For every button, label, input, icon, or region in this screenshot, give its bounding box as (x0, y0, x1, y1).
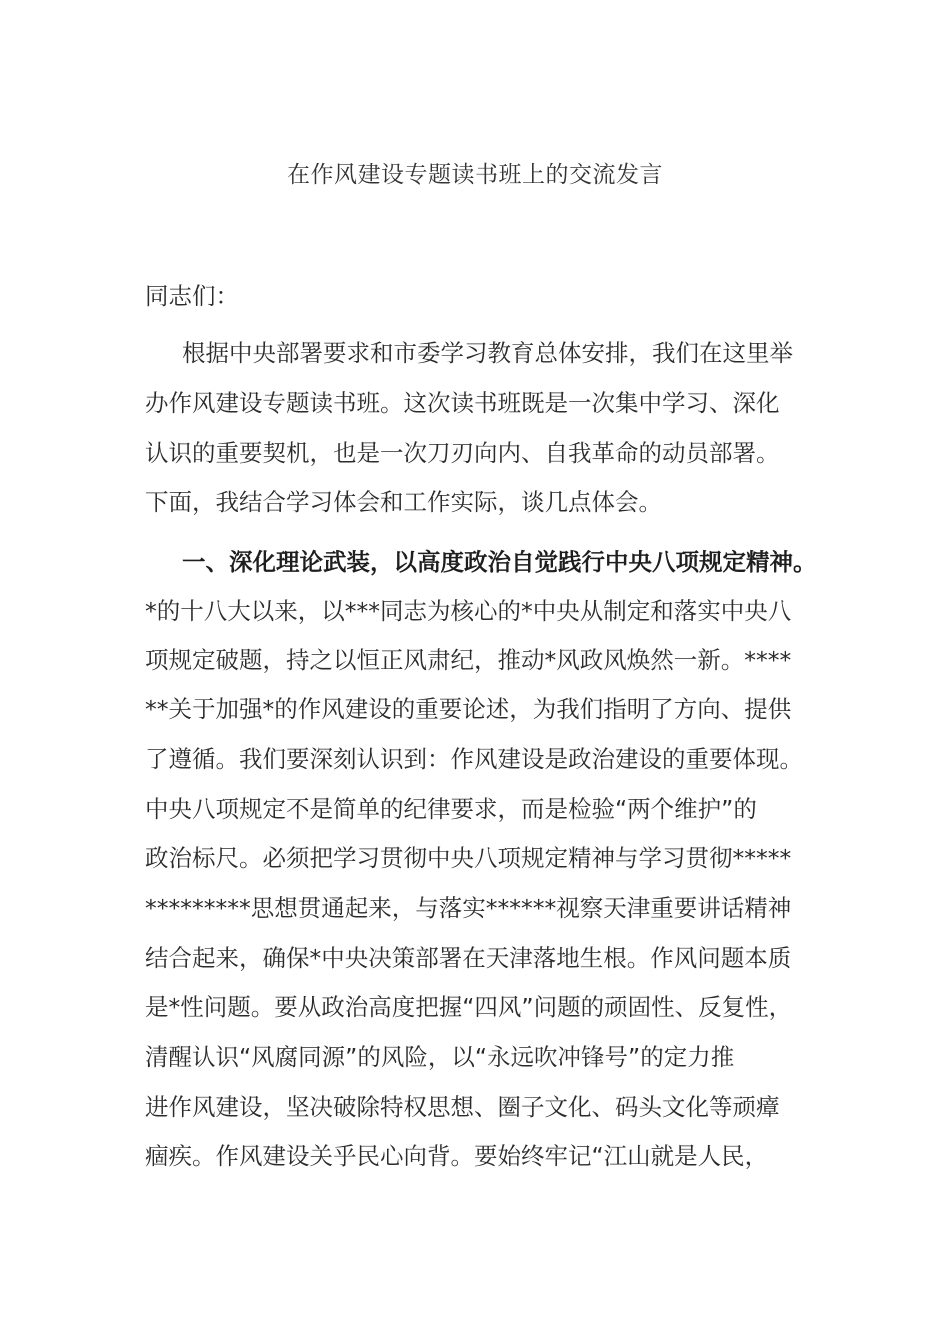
section-heading: 一、深化理论武装，以高度政治自觉践行中央八项规定精神。 (182, 548, 817, 576)
document-title: 在作风建设专题读书班上的交流发言 (287, 162, 663, 188)
paragraph-line: 下面，我结合学习体会和工作实际，谈几点体会。 (145, 488, 662, 516)
paragraph-line: 项规定破题，持之以恒正风肃纪，推动*风政风焕然一新。**** (145, 646, 792, 674)
paragraph-line: 办作风建设专题读书班。这次读书班既是一次集中学习、深化 (145, 389, 780, 417)
paragraph-line: 痼疾。作风建设关乎民心向背。要始终牢记“江山就是人民， (145, 1142, 769, 1170)
paragraph-line: **关于加强*的作风建设的重要论述，为我们指明了方向、提供 (145, 695, 792, 723)
paragraph-line: *********思想贯通起来，与落实******视察天津重要讲话精神 (145, 894, 792, 922)
paragraph-line: 进作风建设，坚决破除特权思想、圈子文化、码头文化等顽瘴 (145, 1093, 780, 1121)
paragraph-line: 是*性问题。要从政治高度把握“四风”问题的顽固性、反复性， (145, 993, 793, 1021)
paragraph-line: 政治标尺。必须把学习贯彻中央八项规定精神与学习贯彻***** (145, 844, 792, 872)
paragraph-line: *的十八大以来，以***同志为核心的*中央从制定和落实中央八 (145, 597, 792, 625)
paragraph-line: 了遵循。我们要深刻认识到：作风建设是政治建设的重要体现。 (145, 745, 803, 773)
paragraph-line: 结合起来，确保*中央决策部署在天津落地生根。作风问题本质 (145, 944, 792, 972)
paragraph-line: 清醒认识“风腐同源”的风险，以“永远吹冲锋号”的定力推 (145, 1043, 735, 1071)
paragraph-line: 中央八项规定不是简单的纪律要求，而是检验“两个维护”的 (145, 795, 757, 823)
paragraph-line: 认识的重要契机，也是一次刀刃向内、自我革命的动员部署。 (145, 439, 780, 467)
salutation: 同志们： (145, 282, 239, 310)
paragraph-line: 根据中央部署要求和市委学习教育总体安排，我们在这里举 (182, 339, 793, 367)
